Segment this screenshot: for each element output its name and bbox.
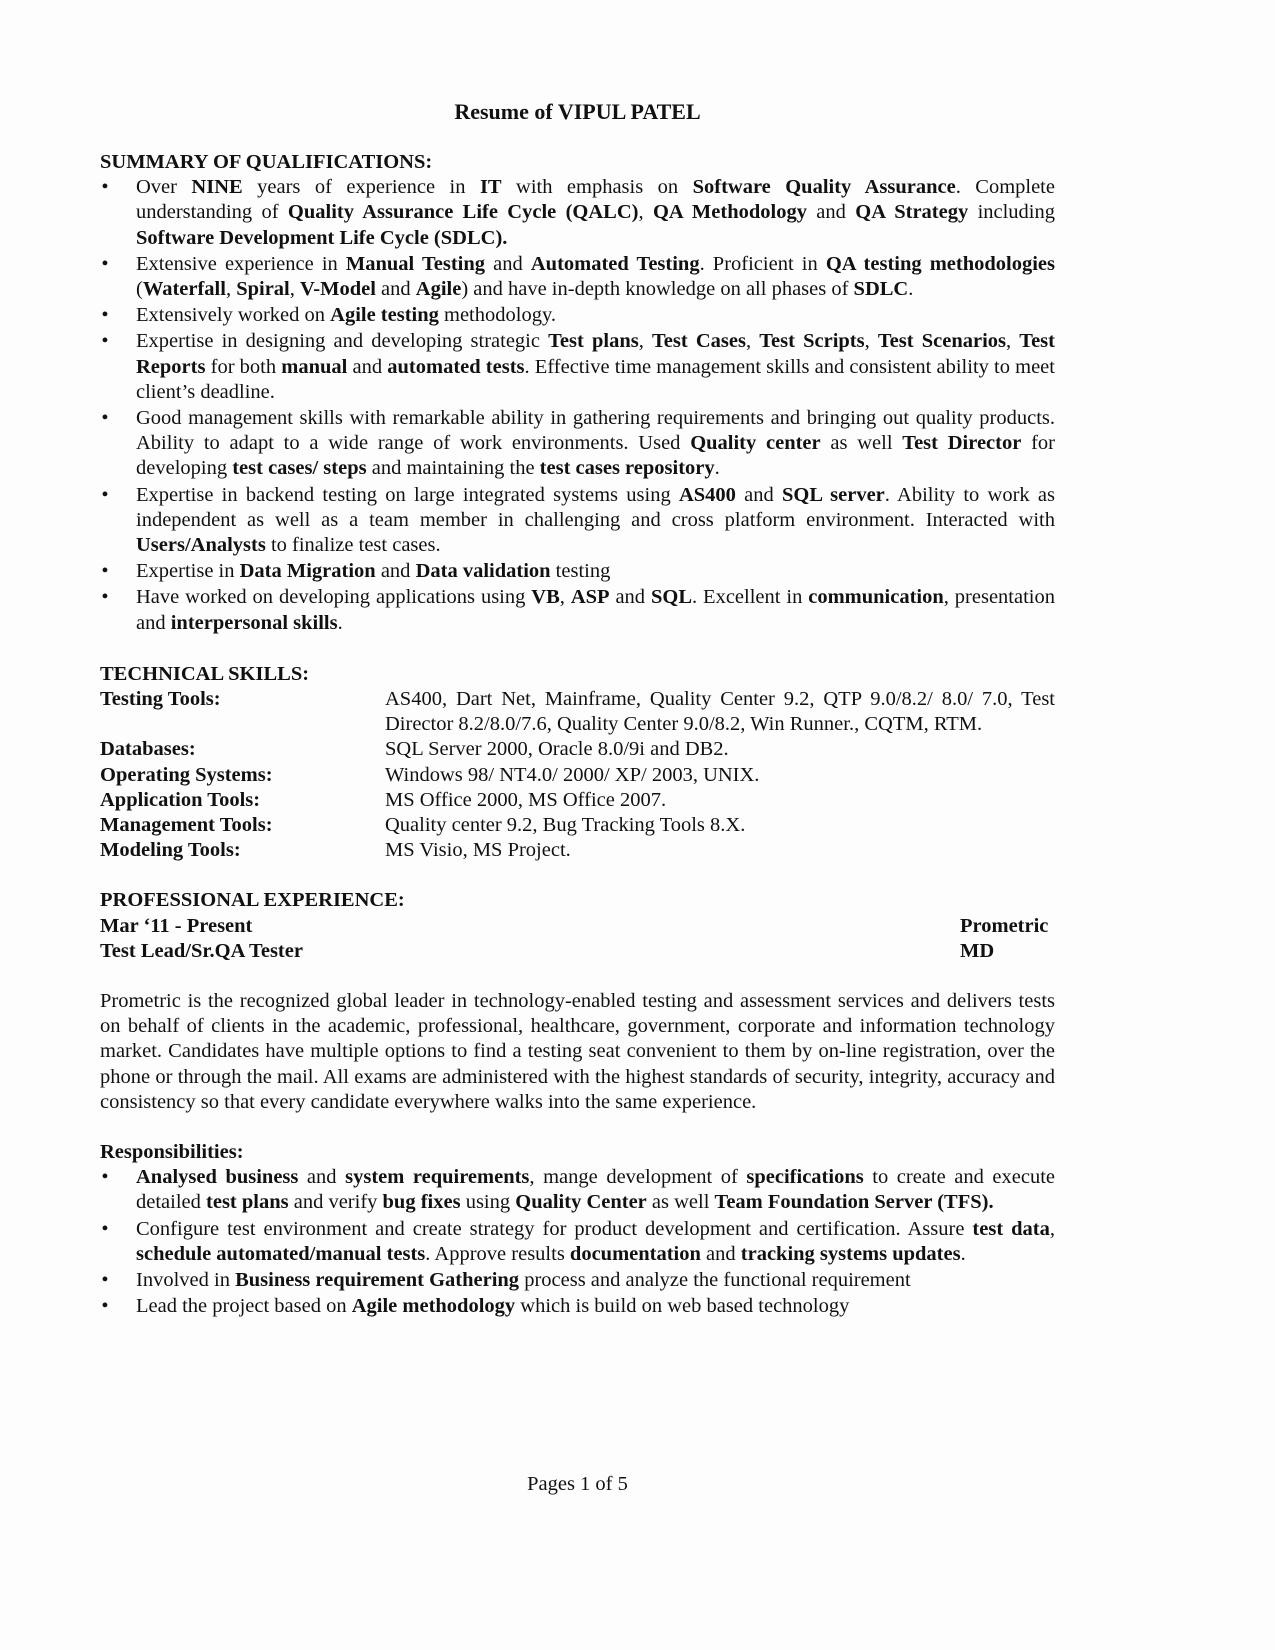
text: . Ability to work as independent as well as a team member in challenging and cross platform environment. Interacted with: [136, 483, 1055, 531]
bold-text: interpersonal skills: [170, 611, 338, 634]
text: testing: [550, 560, 611, 583]
text: Lead the project based on: [136, 1295, 352, 1318]
text: which is build on web based technology: [515, 1295, 850, 1318]
bullet-icon: •: [101, 176, 109, 199]
text: and maintaining the: [366, 457, 540, 480]
text: , mange development of: [529, 1166, 747, 1189]
bold-text: test cases/ steps: [232, 457, 367, 480]
bold-text: Quality Center: [515, 1191, 647, 1214]
text: Good management skills with remarkable ability in gathering requirements and bringing out quality products. Ability to adapt to a wide range of work environments. Used: [136, 407, 1055, 455]
skill-row: [100, 813, 1055, 838]
bold-text: IT: [479, 176, 502, 199]
text: Configure test environment and create strategy for product development and certification. Assure: [136, 1217, 973, 1240]
bold-text: SQL server: [782, 483, 885, 506]
bold-text: Software Quality Assurance: [692, 176, 956, 199]
text: . Complete understanding of: [136, 176, 1055, 224]
bullet-icon: •: [101, 1295, 109, 1318]
bold-text: system requirements: [345, 1166, 530, 1189]
bold-text: Agile testing: [330, 304, 439, 327]
bold-text: AS400: [678, 483, 736, 506]
text: including: [968, 201, 1055, 224]
skill-value: MS Visio, MS Project.: [385, 839, 571, 862]
bold-text: communication: [808, 586, 944, 609]
experience-heading: PROFESSIONAL EXPERIENCE:: [100, 889, 405, 912]
bullet-icon: •: [101, 330, 109, 353]
summary-list: [100, 175, 1055, 636]
bold-text: Test plans: [548, 330, 639, 353]
bullet-item: [100, 175, 1055, 251]
text: ,: [289, 278, 300, 300]
bullet-item: [100, 329, 1055, 405]
bullet-item: [100, 585, 1055, 635]
bullet-item: [100, 1165, 1055, 1215]
bold-text: specifications: [746, 1166, 864, 1189]
technical-skills-heading: TECHNICAL SKILLS:: [100, 662, 310, 685]
bold-text: V-Model: [300, 278, 376, 300]
text: and: [806, 201, 856, 224]
bullet-icon: •: [101, 252, 109, 275]
skill-row: [100, 788, 1055, 813]
skill-label: Management Tools:: [100, 814, 273, 837]
bold-text: SDLC: [853, 278, 909, 300]
bold-text: Test Scripts: [759, 330, 865, 353]
bold-text: Manual Testing: [345, 252, 486, 275]
responsibilities-list: [100, 1165, 1055, 1319]
bold-text: Test Reports: [136, 330, 1055, 378]
skills-table: [100, 687, 1055, 863]
bullet-item: [100, 252, 1055, 302]
text: and: [700, 1242, 741, 1265]
bold-text: Business requirement Gathering: [235, 1269, 520, 1292]
bold-text: Agile: [415, 278, 462, 300]
text: ,: [1006, 330, 1020, 353]
text: ,: [745, 330, 760, 353]
text: Have worked on developing applications using: [136, 586, 532, 609]
bold-text: Analysed business: [136, 1166, 299, 1189]
skill-row: [100, 737, 1055, 762]
skill-value: SQL Server 2000, Oracle 8.0/9i and DB2.: [385, 738, 729, 761]
bold-text: test cases repository: [539, 457, 715, 480]
text: and: [298, 1166, 346, 1189]
bold-text: Test Director: [902, 432, 1022, 455]
text: and: [375, 560, 416, 583]
bold-text: test data: [972, 1217, 1050, 1240]
bold-text: SQL: [650, 586, 693, 609]
text: and: [375, 278, 416, 300]
bullet-item: [100, 1217, 1055, 1267]
text: . Excellent in: [692, 586, 809, 609]
company-description: Prometric is the recognized global leader in technology-enabled testing and assessment services and delivers tests on behalf of clients in the academic, professional, healthcare, government, corporate and information technology market. Candidates have multiple options to find a testing seat convenient to them by on-line registration, over the phone or through the mail. All exams are administered with the highest standards of security, integrity, accuracy and consistency so that every candidate everywhere walks into the same experience.: [100, 990, 1055, 1113]
bold-text: ASP: [570, 586, 610, 609]
text: .: [337, 611, 343, 634]
bullet-item: [100, 1294, 1055, 1319]
bullet-icon: •: [101, 1269, 109, 1292]
bold-text: QA Methodology: [652, 201, 807, 224]
skill-label: Databases:: [100, 738, 196, 761]
bold-text: Waterfall: [142, 278, 226, 300]
bold-text: Software Development Life Cycle (SDLC).: [136, 226, 508, 249]
bold-text: manual: [281, 355, 348, 378]
text: as well: [820, 432, 903, 455]
bullet-icon: •: [101, 407, 109, 430]
text: . Approve results: [425, 1242, 570, 1265]
bullet-item: [100, 406, 1055, 482]
text: years of experience in: [242, 176, 480, 199]
text: to create and execute detailed: [136, 1166, 1056, 1214]
job-role-row: [100, 939, 1055, 964]
text: using: [460, 1191, 516, 1214]
text: .: [714, 457, 720, 480]
text: Over: [136, 176, 192, 199]
text: .: [960, 1242, 966, 1265]
bold-text: Quality center: [690, 432, 821, 455]
skill-row: [100, 763, 1055, 788]
bullet-icon: •: [101, 586, 109, 609]
text: methodology.: [438, 304, 556, 327]
skill-label: Testing Tools:: [100, 688, 221, 711]
text: ,: [638, 330, 652, 353]
text: . Proficient in: [699, 252, 826, 275]
text: Expertise in backend testing on large integrated systems using: [136, 483, 679, 506]
text: and: [735, 483, 783, 506]
bold-text: bug fixes: [382, 1191, 461, 1214]
job-dates-row: [100, 914, 1055, 939]
bullet-item: [100, 1268, 1055, 1293]
skill-value: MS Office 2000, MS Office 2007.: [385, 788, 667, 811]
text: to finalize test cases.: [265, 534, 441, 557]
skill-value: Windows 98/ NT4.0/ 2000/ XP/ 2003, UNIX.: [385, 763, 760, 786]
bullet-icon: •: [101, 560, 109, 583]
bullet-icon: •: [101, 304, 109, 327]
job-location: MD: [960, 939, 995, 962]
bullet-item: [100, 303, 1055, 328]
text: ) and have in-depth knowledge on all phases of: [461, 278, 854, 300]
text: ,: [864, 330, 878, 353]
bold-text: VB: [531, 586, 560, 609]
bullet-item: [100, 483, 1055, 559]
page-number: Pages 1 of 5: [527, 1473, 628, 1495]
bold-text: Spiral: [236, 278, 290, 300]
text: Involved in: [136, 1269, 236, 1292]
text: and: [609, 586, 651, 609]
job-role: Test Lead/Sr.QA Tester: [100, 939, 303, 962]
skill-label: Application Tools:: [100, 788, 261, 811]
text: ,: [638, 201, 653, 224]
bold-text: Automated Testing: [530, 252, 700, 275]
document-title: Resume of VIPUL PATEL: [454, 99, 701, 124]
bullet-icon: •: [101, 1166, 109, 1189]
text: and verify: [288, 1191, 383, 1214]
bold-text: tracking systems updates: [740, 1242, 961, 1265]
text: and: [485, 252, 531, 275]
bold-text: NINE: [191, 176, 243, 199]
text: .: [908, 278, 914, 300]
job-dates: Mar ‘11 - Present: [100, 914, 253, 937]
skill-value: Quality center 9.2, Bug Tracking Tools 8.X.: [385, 814, 746, 837]
skill-label: Operating Systems:: [100, 763, 273, 786]
skill-row: [100, 687, 1055, 737]
bold-text: Data Migration: [239, 560, 376, 583]
text: and: [347, 355, 388, 378]
bold-text: Test Cases: [652, 330, 746, 353]
bullet-icon: •: [101, 483, 109, 506]
skill-label: Modeling Tools:: [100, 839, 241, 862]
bold-text: documentation: [569, 1242, 701, 1265]
summary-heading: SUMMARY OF QUALIFICATIONS:: [100, 151, 433, 173]
bullet-icon: •: [101, 1217, 109, 1240]
text: . Effective time management skills and consistent ability to meet client’s deadline.: [136, 355, 1055, 403]
text: with emphasis on: [501, 176, 693, 199]
bold-text: Team Foundation Server (TFS).: [714, 1191, 994, 1214]
text: process and analyze the functional requirement: [519, 1269, 911, 1292]
bold-text: Users/Analysts: [136, 534, 266, 557]
text: (: [136, 278, 143, 300]
skill-value: AS400, Dart Net, Mainframe, Quality Center 9.2, QTP 9.0/8.2/ 8.0/ 7.0, Test Director 8.2/8.0/7.6, Quality Center 9.0/8.2, Win Runner., CQTM, RTM.: [385, 688, 1055, 736]
bold-text: test plans: [206, 1191, 289, 1214]
bold-text: Test Scenarios: [877, 330, 1007, 353]
text: Extensive experience in: [136, 252, 346, 275]
text: Expertise in: [136, 560, 240, 583]
text: Expertise in designing and developing strategic: [136, 330, 549, 353]
bold-text: Agile methodology: [351, 1295, 516, 1318]
resume-page: [100, 99, 1055, 1320]
text: as well: [646, 1191, 715, 1214]
bold-text: Data validation: [415, 560, 551, 583]
bullet-item: [100, 559, 1055, 584]
text: , presentation and: [136, 586, 1055, 634]
job-company: Prometric: [960, 914, 1049, 937]
text: ,: [225, 278, 237, 300]
text: for developing: [136, 432, 1056, 480]
text: for both: [205, 355, 282, 378]
bold-text: Quality Assurance Life Cycle (QALC): [287, 201, 639, 224]
bold-text: schedule automated/manual tests: [136, 1242, 426, 1265]
bold-text: automated tests: [387, 355, 525, 378]
skill-row: [100, 838, 1055, 863]
bold-text: QA Strategy: [855, 201, 969, 224]
text: Extensively worked on: [136, 304, 331, 327]
responsibilities-heading: Responsibilities:: [100, 1141, 244, 1164]
text: ,: [1049, 1217, 1055, 1240]
bold-text: QA testing methodologies: [825, 252, 1055, 275]
text: ,: [559, 586, 571, 609]
